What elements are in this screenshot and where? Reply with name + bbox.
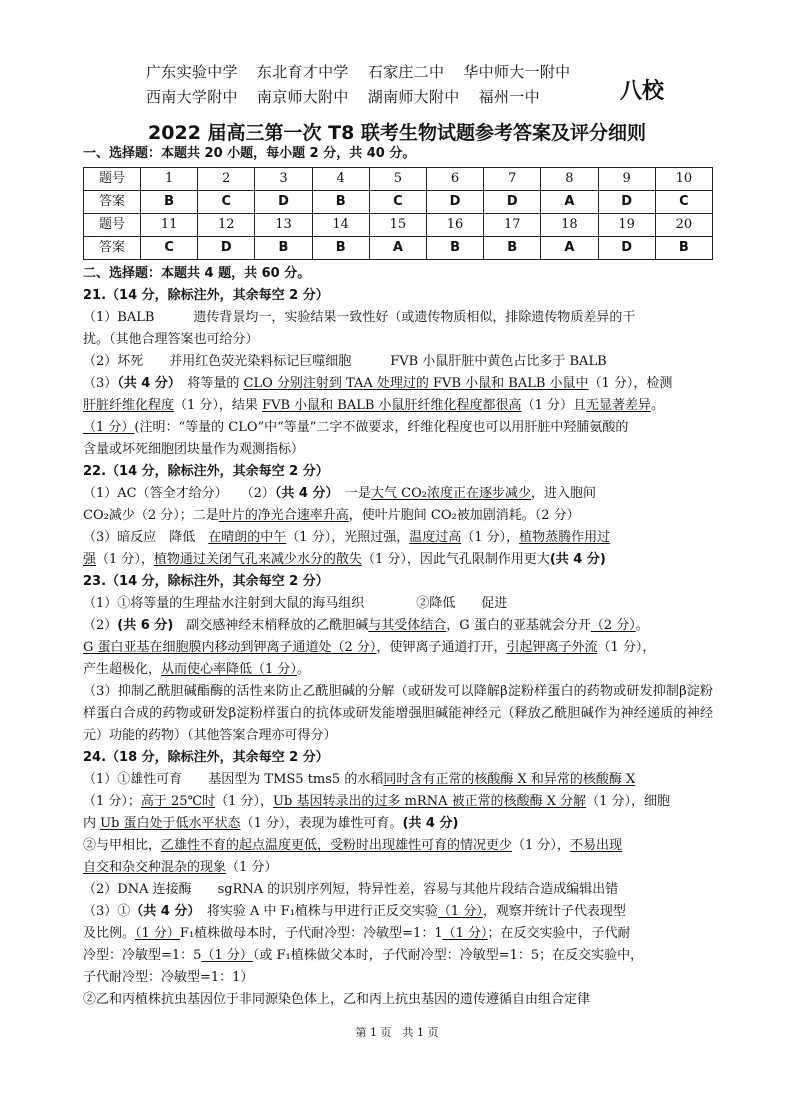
score-note: (共 4 分) <box>549 552 606 567</box>
cell: A <box>541 191 598 214</box>
text: ，使钾离子通道打开， <box>376 640 507 655</box>
text: （1 分）， <box>96 552 154 567</box>
text: ，使叶片胞间 CO₂被加剧消耗。（2 分） <box>348 508 580 523</box>
page-footer: 第 1 页 共 1 页 <box>355 1026 439 1039</box>
key-point: 乙雄性不育的起点温度更低，受粉时出现雄性可育的情况更少 <box>161 838 513 853</box>
school-name: 湖南师大附中 <box>367 88 460 106</box>
cell: 20 <box>655 214 712 237</box>
answer-line <box>83 417 713 439</box>
cell: 13 <box>255 214 312 237</box>
answer-line <box>83 615 713 637</box>
key-point: G 蛋白亚基在细胞膜内移动到钾离子通道处 <box>83 640 332 655</box>
cell: 8 <box>541 168 598 191</box>
school-name: 石家庄二中 <box>367 63 445 81</box>
text: F₁植株做母本时，子代耐冷型：冷敏型=1：1 <box>179 926 443 941</box>
key-point: （1 分） <box>437 904 483 919</box>
cell: 6 <box>426 168 483 191</box>
answer-line: （2）DNA 连接酶 sgRNA 的识别序列短，特异性差，容易与其他片段结合造成编辑出错 <box>83 882 619 897</box>
cell: D <box>198 237 255 260</box>
section-heading: 一、选择题：本题共 20 小题，每小题 2 分，共 40 分。 <box>83 146 416 161</box>
school-name: 南京师大附中 <box>256 88 349 106</box>
text: （1 分）， <box>215 794 274 809</box>
key-point: 肝脏纤维化程度 <box>83 398 175 413</box>
key-point: CLO 分别注射到 TAA 处理过的 FVB 小鼠和 BALB 小鼠中 <box>243 376 589 391</box>
answer-line <box>83 857 713 879</box>
score-note: （共 4 分） <box>130 904 194 919</box>
cell: D <box>255 191 312 214</box>
key-point: （1 分） <box>201 948 253 963</box>
text: 。 <box>296 662 310 677</box>
answer-line <box>83 813 713 835</box>
key-point: 高于 25℃时 <box>140 794 216 809</box>
question-number-row <box>84 168 713 191</box>
question-21-heading: 21.（14 分，除标注外，其余每空 2 分） <box>83 288 329 303</box>
row-label: 答案 <box>84 191 141 214</box>
cell: C <box>369 191 426 214</box>
answer-line <box>83 395 713 417</box>
text: (注明：“等量的 CLO”中“等量”二字不做要求，纤维化程度也可以用肝脏中羟脯氨酸的 <box>134 420 629 435</box>
key-point: 植物通过关闭气孔来减少水分的散失 <box>153 552 362 567</box>
text: （1 分），光照过强， <box>286 530 410 545</box>
key-point: （1 分） <box>83 420 135 435</box>
row-label: 题号 <box>84 168 141 191</box>
answer-line: 扰。（其他合理答案也可给分） <box>83 332 259 347</box>
answer-line <box>83 637 713 659</box>
answer-line <box>83 835 713 857</box>
text: （1 分） <box>226 860 278 875</box>
key-point: Ub 蛋白处于低水平状态 <box>100 816 241 831</box>
text: （3）① <box>83 904 131 919</box>
cell: B <box>312 237 369 260</box>
text: （1）①雄性可育 基因型为 TMS5 tms5 的水稻 <box>83 772 384 787</box>
answer-line <box>83 923 713 945</box>
cell: 12 <box>198 214 255 237</box>
key-point: 自交和杂交种混杂的现象 <box>83 860 227 875</box>
key-point: FVB 小鼠和 BALB 小鼠肝纤维化程度都很高 <box>262 398 522 413</box>
cell: 9 <box>598 168 655 191</box>
text: （3） <box>83 376 118 391</box>
key-point: 引起钾离子外流 <box>506 640 598 655</box>
school-name: 福州一中 <box>478 88 540 106</box>
text: （1 分）， <box>597 640 656 655</box>
key-point: 不易出现 <box>569 838 622 853</box>
cell: B <box>484 237 541 260</box>
score-note: （共 4 分） <box>117 376 175 391</box>
answer-line: 含量或坏死细胞团块量作为观测指标） <box>83 442 305 457</box>
answer-line: （1）①将等量的生理盐水注射到大鼠的海马组织 ②降低 促进 <box>83 596 508 611</box>
cell: B <box>312 191 369 214</box>
text: 副交感神经末梢释放的乙酰胆碱 <box>173 618 369 633</box>
answer-content <box>83 143 713 1011</box>
answer-line <box>83 549 713 571</box>
cell: 5 <box>369 168 426 191</box>
text: （或 F₁植株做父本时，子代耐冷型：冷敏型=1：5；在反交实验中， <box>252 948 644 963</box>
key-point: 同时含有正常的核酸酶 X 和异常的核酸酶 X <box>383 772 636 787</box>
text: 将实验 A 中 F₁植株与甲进行正反交实验 <box>193 904 438 919</box>
cell: 17 <box>484 214 541 237</box>
answer-line <box>83 527 713 549</box>
answer-line: 子代耐冷型：冷敏型=1：1） <box>83 970 254 985</box>
answer-line <box>83 373 713 395</box>
key-point: 叶片的净光合速率升高 <box>218 508 349 523</box>
answer-line <box>83 791 713 813</box>
answer-line <box>83 945 713 967</box>
answer-table <box>83 167 713 260</box>
school-row-2 <box>146 85 666 110</box>
text: （1 分），检测 <box>588 376 673 391</box>
school-name: 西南大学附中 <box>146 88 238 106</box>
cell: B <box>141 191 198 214</box>
cell: D <box>598 191 655 214</box>
text: （1 分），细胞 <box>586 794 671 809</box>
key-point: （2 分） <box>590 618 636 633</box>
cell: B <box>655 237 712 260</box>
cell: B <box>426 237 483 260</box>
school-header <box>146 60 666 110</box>
cell: 4 <box>312 168 369 191</box>
text: ；在反交实验中，子代耐 <box>487 926 631 941</box>
cell: D <box>598 237 655 260</box>
text: ②与甲相比， <box>83 838 162 853</box>
text: （1）AC（答全才给分） （2） <box>83 486 275 501</box>
answer-paragraph: （3）抑制乙酰胆碱酯酶的活性来防止乙酰胆碱的分解（或研发可以降解β淀粉样蛋白的药物或研发抑制β淀粉样蛋白合成的药物或研发β淀粉样蛋白的抗体或研发能增强胆碱能神经元（释放乙酰胆碱作为神经递质的神经元）功能的药物）（其他答案合理亦可得分） <box>83 684 713 743</box>
cell: 14 <box>312 214 369 237</box>
cell: 11 <box>141 214 198 237</box>
answer-row <box>84 191 713 214</box>
answer-line <box>83 901 713 923</box>
cell: 7 <box>484 168 541 191</box>
answer-line <box>83 483 713 505</box>
school-row-1 <box>146 60 666 85</box>
text: CO₂减少（2 分）；二是 <box>83 508 219 523</box>
school-name: 华中师大一附中 <box>463 63 571 81</box>
key-point: 在晴朗的中午 <box>208 530 287 545</box>
cell: 3 <box>255 168 312 191</box>
cell: 1 <box>141 168 198 191</box>
cell: B <box>255 237 312 260</box>
page-title: 2022 届高三第一次 T8 联考生物试题参考答案及评分细则 <box>148 122 646 144</box>
cell: 16 <box>426 214 483 237</box>
key-point: 温度过高 <box>409 530 462 545</box>
key-point: 与其受体结合 <box>368 618 447 633</box>
text: （1 分），结果 <box>174 398 263 413</box>
cell: A <box>369 237 426 260</box>
question-number-row <box>84 214 713 237</box>
score-note: (共 4 分) <box>402 816 459 831</box>
text: （1 分），表现为雄性可育。 <box>240 816 403 831</box>
text: （2） <box>83 618 118 633</box>
key-point: （1 分） <box>442 926 488 941</box>
cell: A <box>541 237 598 260</box>
key-point: 大气 CO₂浓度正在逐步减少 <box>371 486 531 501</box>
cell: 19 <box>598 214 655 237</box>
key-point: （1 分） <box>252 662 297 677</box>
text: （1 分）且 <box>521 398 586 413</box>
cell: 10 <box>655 168 712 191</box>
text: 一是 <box>332 486 372 501</box>
key-point: （1 分） <box>135 926 180 941</box>
answer-line <box>83 505 713 527</box>
text: 。 <box>650 398 664 413</box>
text: ，G 蛋白的亚基就会分开 <box>446 618 591 633</box>
row-label: 题号 <box>84 214 141 237</box>
cell: D <box>484 191 541 214</box>
cell: 15 <box>369 214 426 237</box>
text: 。 <box>635 618 649 633</box>
score-note: （共 4 分） <box>274 486 332 501</box>
answer-row <box>84 237 713 260</box>
answer-line: ②乙和丙植株抗虫基因位于非同源染色体上，乙和丙上抗虫基因的遗传遵循自由组合定律 <box>83 992 591 1007</box>
text: （3）暗反应 降低 <box>83 530 209 545</box>
answer-line <box>83 769 713 791</box>
question-22-heading: 22.（14 分，除标注外，其余每空 2 分） <box>83 464 329 479</box>
cell: C <box>655 191 712 214</box>
text: （1 分）； <box>83 794 141 809</box>
key-point: 无显著差异 <box>585 398 651 413</box>
cell: C <box>141 237 198 260</box>
text: 将等量的 <box>174 376 244 391</box>
section-heading: 二、选择题：本题共 4 题，共 60 分。 <box>83 266 311 281</box>
question-24-heading: 24.（18 分，除标注外，其余每空 2 分） <box>83 750 329 765</box>
text: 及比例。 <box>83 926 136 941</box>
text: 冷型：冷敏型=1：5 <box>83 948 202 963</box>
school-name: 广东实验中学 <box>146 63 238 81</box>
score-note: (共 6 分) <box>117 618 174 633</box>
answer-line <box>83 659 713 681</box>
text: ，进入胞间 <box>530 486 596 501</box>
cell: 18 <box>541 214 598 237</box>
question-23-heading: 23.（14 分，除标注外，其余每空 2 分） <box>83 574 329 589</box>
key-point: 植物蒸腾作用过 <box>519 530 611 545</box>
key-point: （2 分） <box>331 640 377 655</box>
text: （1 分）， <box>461 530 520 545</box>
row-label: 答案 <box>84 237 141 260</box>
answer-line: （1）BALB 遗传背景均一，实验结果一致性好（或遗传物质相似，排除遗传物质差异的干 <box>83 310 636 325</box>
text: （1 分）， <box>512 838 570 853</box>
cell: C <box>198 191 255 214</box>
key-point: 从而使心率降低 <box>161 662 253 677</box>
cell: 2 <box>198 168 255 191</box>
text: 产生超极化， <box>83 662 162 677</box>
school-name: 东北育才中学 <box>256 63 349 81</box>
cell: D <box>426 191 483 214</box>
text: （1 分），因此气孔限制作用更大 <box>361 552 550 567</box>
eight-schools-badge: 八校 <box>620 78 665 104</box>
key-point: 强 <box>83 552 97 567</box>
text: ，观察并统计子代表现型 <box>482 904 626 919</box>
answer-line: （2）坏死 并用红色荧光染料标记巨噬细胞 FVB 小鼠肝脏中黄色占比多于 BALB <box>83 354 607 369</box>
text: 内 <box>83 816 101 831</box>
key-point: Ub 基因转录出的过多 mRNA 被正常的核酸酶 X 分解 <box>273 794 587 809</box>
